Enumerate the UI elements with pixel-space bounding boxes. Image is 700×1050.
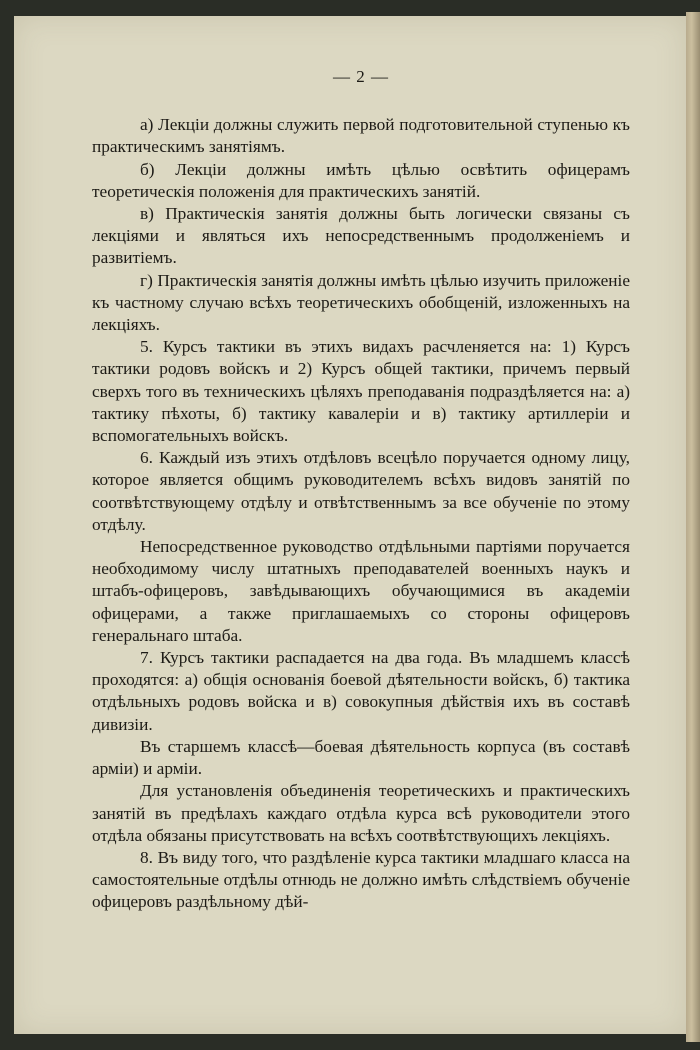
paragraph-7: 7. Курсъ тактики распадается на два года. Въ младшемъ классѣ проходятся: а) общія основанія боевой дѣятельности войскъ, б) тактика отдѣльныхъ родовъ войска и в) совокупныя дѣйствія ихъ въ составѣ дивизіи. [92, 648, 630, 734]
paragraph-7-senior-class: Въ старшемъ классѣ—боевая дѣятельность корпуса (въ составѣ арміи) и арміи. [92, 736, 630, 779]
book-page [14, 16, 686, 1034]
paragraph-8: 8. Въ виду того, что раздѣленіе курса тактики младшаго класса на самостоятельные отдѣлы отнюдь не должно имѣть слѣдствіемъ обученіе офицеровъ раздѣльному дѣй- [92, 847, 630, 912]
paragraph-7-coordination: Для установленія объединенія теоретическихъ и практическихъ занятій въ предѣлахъ каждаго отдѣла курса всѣ руководители этого отдѣла обязаны присутствовать на всѣхъ соотвѣтствующихъ лекціяхъ. [92, 781, 630, 845]
paragraph-b: б) Лекціи должны имѣть цѣлью освѣтить офицерамъ теоретическія положенія для практическихъ занятій. [92, 159, 630, 201]
paragraph-6-continued: Непосредственное руководство отдѣльными партіями поручается необходимому числу штатныхъ преподавателей военныхъ наукъ и штабъ-офицеровъ, завѣдывающихъ обучающимися въ академіи офицерами, а также приглашаемыхъ со стороны офицеровъ генеральнаго штаба. [92, 537, 630, 645]
paragraph-a: а) Лекціи должны служить первой подготовительной ступенью къ практическимъ занятіямъ. [92, 115, 630, 157]
next-page-edge [686, 12, 700, 1042]
page-text [92, 66, 630, 914]
paragraph-6: 6. Каждый изъ этихъ отдѣловъ всецѣло поручается одному лицу, которое является общимъ руководителемъ всѣхъ видовъ занятій по соотвѣтствующему отдѣлу и отвѣтственнымъ за все обученіе по этому отдѣлу. [92, 448, 630, 534]
paragraph-v: в) Практическія занятія должны быть логически связаны съ лекціями и являться ихъ непосредственнымъ продолженіемъ и развитіемъ. [92, 204, 630, 268]
paragraph-5: 5. Курсъ тактики въ этихъ видахъ расчленяется на: 1) Курсъ тактики родовъ войскъ и 2) Курсъ общей тактики, причемъ первый сверхъ того въ техническихъ цѣляхъ преподаванія подраздѣляется на: а) тактику пѣхоты, б) тактику кавалеріи и в) тактику артиллеріи и вспомогательныхъ войскъ. [92, 337, 630, 446]
page-number: — 2 — [333, 67, 389, 86]
paragraph-g: г) Практическія занятія должны имѣть цѣлью изучить приложеніе къ частному случаю всѣхъ теоретическихъ обобщеній, изложенныхъ на лекціяхъ. [92, 270, 630, 335]
